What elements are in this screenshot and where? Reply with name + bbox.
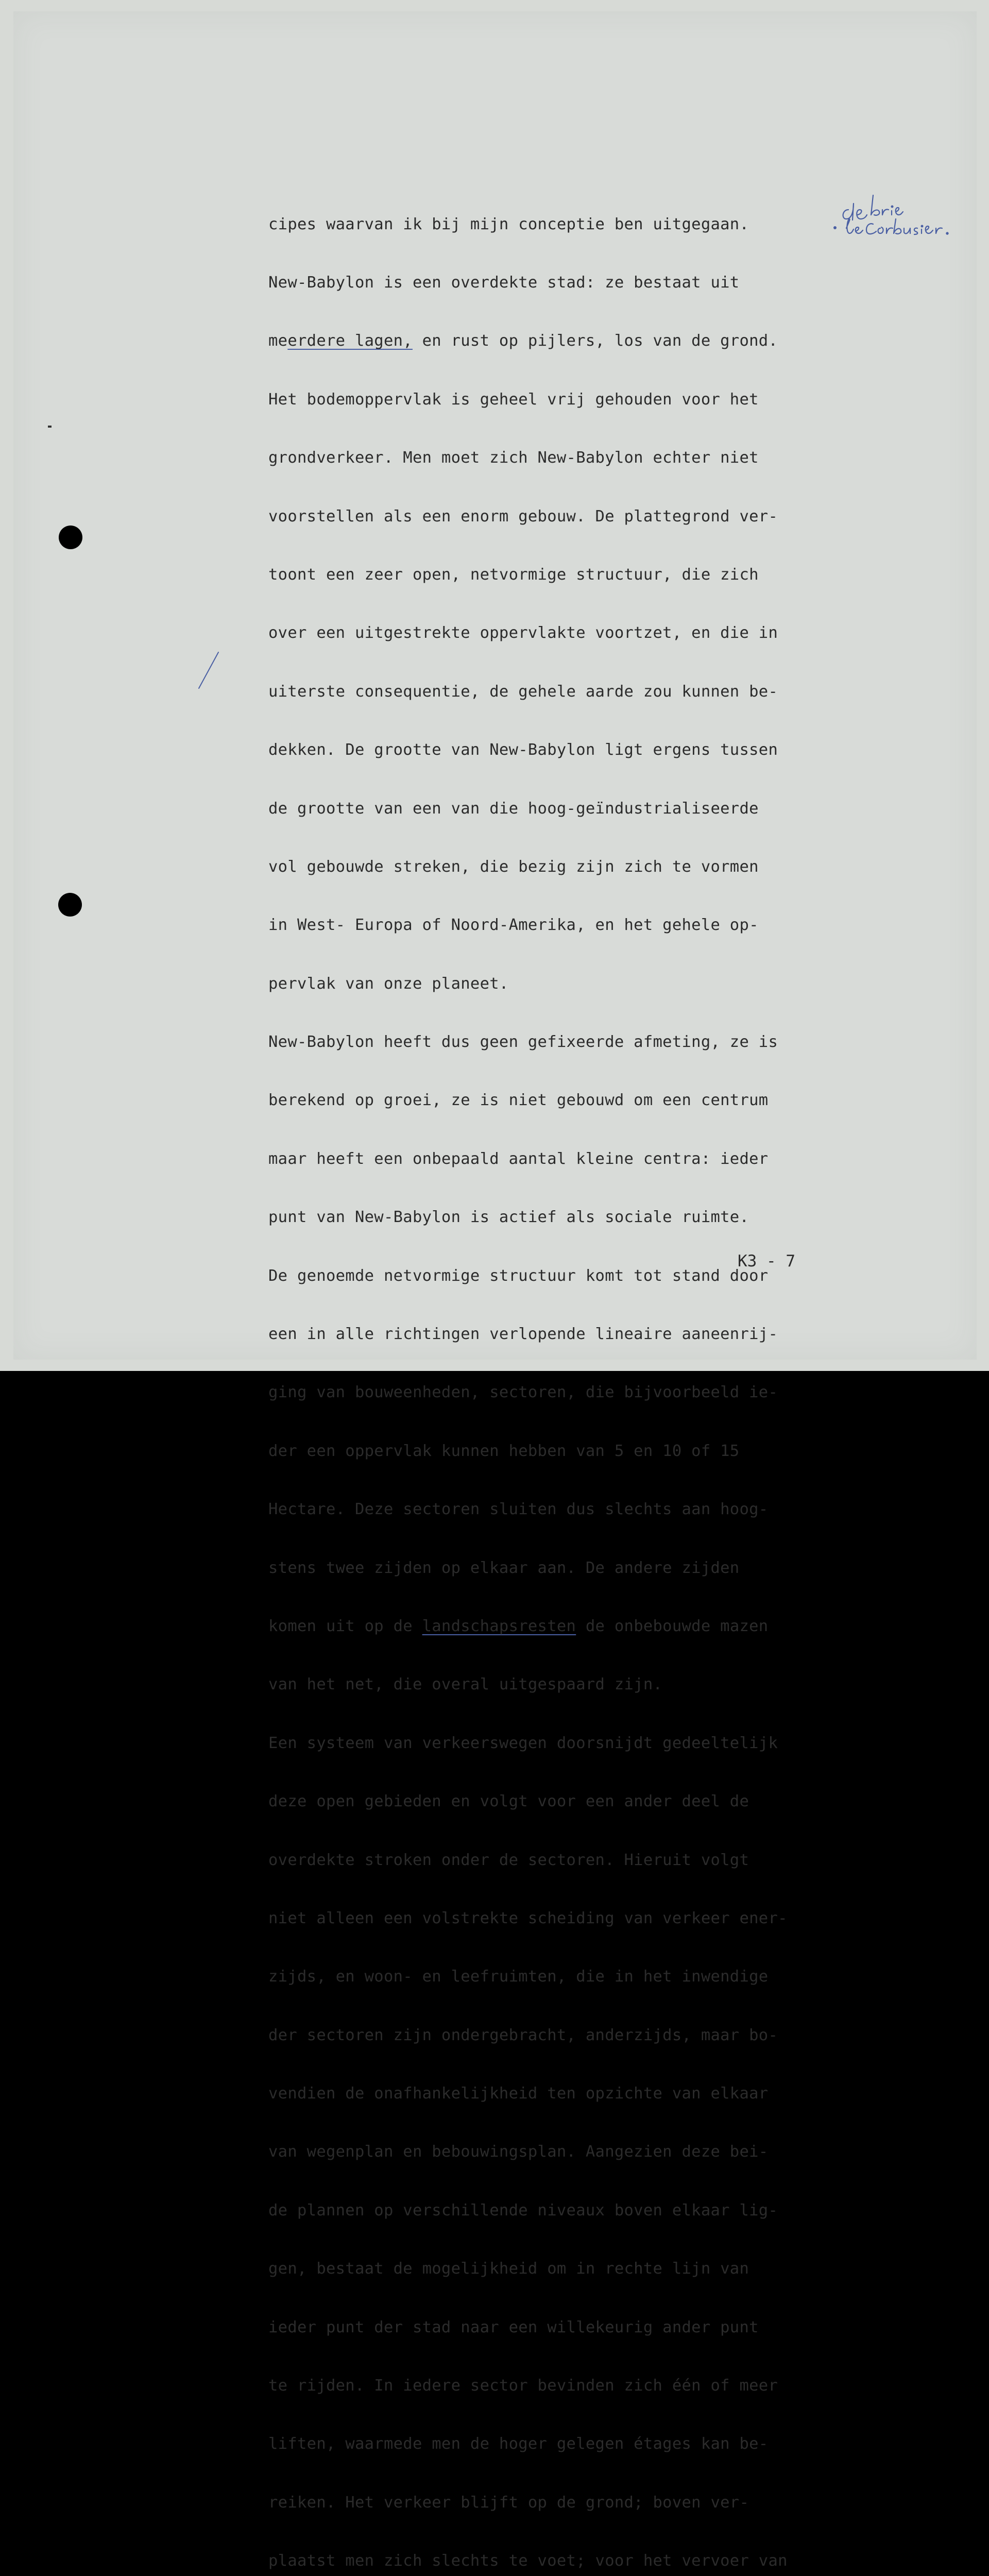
text-line: niet alleen een volstrekte scheiding van verkeer ener- — [268, 1909, 788, 1927]
ink-underlined-phrase: landschapsresten — [422, 1617, 576, 1635]
margin-dot-mark — [48, 426, 52, 428]
text-line-underlined — [268, 1617, 876, 1636]
ink-underlined-phrase: erdere lagen, — [287, 332, 413, 350]
text-line: De genoemde netvormige structuur komt tot stand door — [268, 1266, 769, 1285]
text-line: te rijden. In iedere sector bevinden zich één of meer — [268, 2377, 778, 2395]
text-line: punt van New-Babylon is actief als sociale ruimte. — [268, 1208, 749, 1227]
page-number: K3 - 7 — [738, 1252, 795, 1270]
text-line: vol gebouwde streken, die bezig zijn zich te vormen — [268, 857, 759, 876]
text-line: zijds, en woon- en leefruimten, die in het inwendige — [268, 1968, 769, 1986]
text-line: de grootte van een van die hoog-geïndustrialiseerde — [268, 799, 759, 818]
punch-hole-bottom — [58, 893, 82, 917]
text-line: New-Babylon is een overdekte stad: ze bestaat uit — [268, 273, 740, 292]
text-line: stens twee zijden op elkaar aan. De andere zijden — [268, 1558, 740, 1577]
text-line: in West- Europa of Noord-Amerika, en het gehele op- — [268, 916, 759, 935]
text-line: pervlak van onze planeet. — [268, 974, 509, 993]
text-line: der sectoren zijn ondergebracht, anderzijds, maar bo- — [268, 2026, 778, 2044]
text-line: maar heeft een onbepaald aantal kleine centra: ieder — [268, 1149, 769, 1168]
text-line: ging van bouweenheden, sectoren, die bijvoorbeeld ie- — [268, 1383, 778, 1402]
text-line: Een systeem van verkeerswegen doorsnijdt gedeeltelijk — [268, 1734, 778, 1752]
text-line: Hectare. Deze sectoren sluiten dus slechts aan hoog- — [268, 1500, 769, 1519]
text-line: dekken. De grootte van New-Babylon ligt ergens tussen — [268, 741, 778, 759]
text-line: der een oppervlak kunnen hebben van 5 en 10 of 15 — [268, 1442, 740, 1460]
text-line: reiken. Het verkeer blijft op de grond; boven ver- — [268, 2493, 749, 2512]
text-line: berekend op groei, ze is niet gebouwd om een centrum — [268, 1091, 769, 1110]
text-segment: me — [268, 332, 288, 350]
text-line: toont een zeer open, netvormige structuur, die zich — [268, 565, 759, 584]
text-line: een in alle richtingen verlopende lineaire aaneenrij- — [268, 1325, 778, 1344]
text-line: vendien de onafhankelijkheid ten opzichte van elkaar — [268, 2084, 769, 2103]
text-line: uiterste consequentie, de gehele aarde zou kunnen be- — [268, 682, 778, 701]
text-line: deze open gebieden en volgt voor een ander deel de — [268, 1792, 749, 1811]
text-line: plaatst men zich slechts te voet; voor het vervoer van — [268, 2552, 788, 2570]
text-line: Het bodemoppervlak is geheel vrij gehouden voor het — [268, 390, 759, 409]
text-line: van het net, die overal uitgespaard zijn. — [268, 1675, 663, 1694]
text-line-underlined — [268, 331, 876, 351]
text-line: gen, bestaat de mogelijkheid om in rechte lijn van — [268, 2260, 749, 2278]
punch-hole-top — [59, 526, 82, 549]
text-line: over een uitgestrekte oppervlakte voortzet, en die in — [268, 624, 778, 642]
text-line: de plannen op verschillende niveaux boven elkaar lig- — [268, 2201, 778, 2219]
text-line: New-Babylon heeft dus geen gefixeerde afmeting, ze is — [268, 1033, 778, 1052]
text-line: voorstellen als een enorm gebouw. De plattegrond ver- — [268, 507, 778, 526]
text-line: cipes waarvan ik bij mijn conceptie ben uitgegaan. — [268, 215, 749, 233]
text-segment: komen uit op de — [268, 1617, 422, 1635]
text-line: van wegenplan en bebouwingsplan. Aangezien deze bei- — [268, 2143, 769, 2161]
text-line: liften, waarmede men de hoger gelegen étages kan be- — [268, 2435, 769, 2453]
text-segment: en rust op pijlers, los van de grond. — [412, 332, 778, 350]
text-line: ieder punt der stad naar een willekeurig ander punt — [268, 2318, 759, 2336]
margin-pencil-stroke — [196, 650, 221, 691]
typed-body-text — [268, 176, 876, 2576]
text-segment: de onbebouwde mazen — [576, 1617, 769, 1635]
text-line: overdekte stroken onder de sectoren. Hieruit volgt — [268, 1851, 749, 1869]
text-line: grondverkeer. Men moet zich New-Babylon echter niet — [268, 449, 759, 467]
